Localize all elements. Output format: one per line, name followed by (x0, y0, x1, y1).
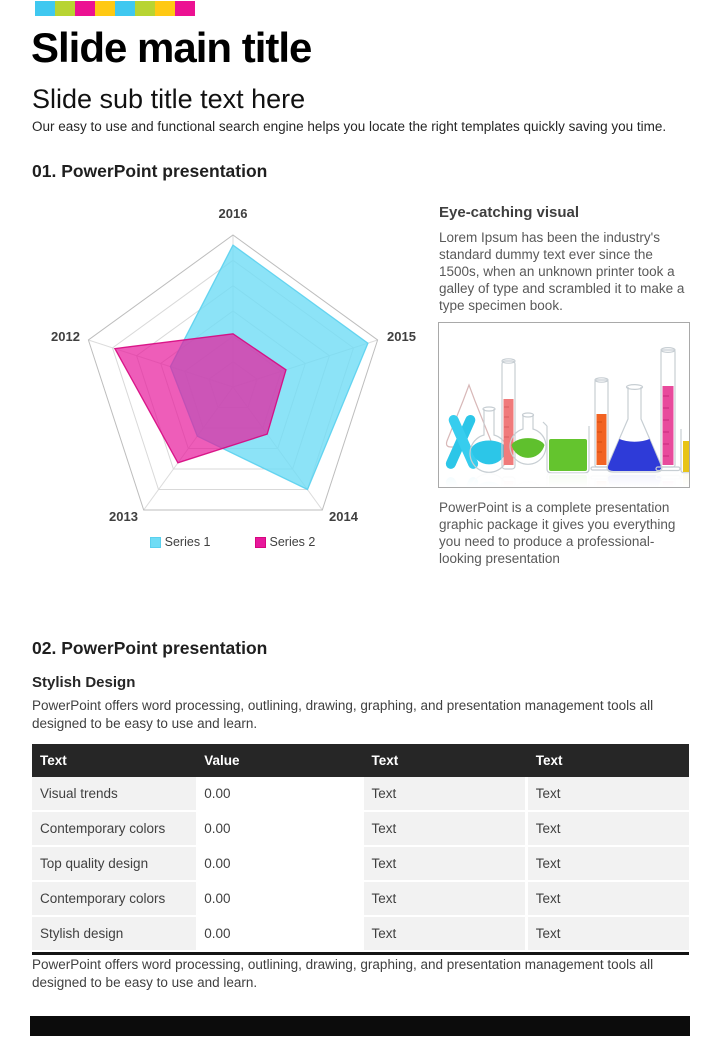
section1-heading: 01. PowerPoint presentation (32, 161, 268, 181)
legend-item-series2 (255, 535, 316, 549)
table-cell: 0.00 (196, 847, 360, 882)
table-header-cell: Text (361, 744, 525, 777)
intro-text: Our easy to use and functional search engine helps you locate the right templates quickly saving you time. (32, 119, 667, 134)
table-header-cell: Value (196, 744, 360, 777)
section2-paragraph-after: PowerPoint offers word processing, outlining, drawing, graphing, and presentation management tools all designed to be easy to use and learn. (32, 957, 654, 990)
table-header-cell: Text (32, 744, 196, 777)
stylish-design-heading: Stylish Design (32, 674, 136, 691)
table-row (32, 812, 689, 847)
table-header-cell: Text (525, 744, 689, 777)
section2-paragraph: PowerPoint offers word processing, outlining, drawing, graphing, and presentation management tools all designed to be easy to use and learn. (32, 698, 654, 731)
stripe-square (55, 1, 75, 16)
table-cell: 0.00 (196, 812, 360, 847)
legend-label-series2: Series 2 (269, 535, 316, 549)
table-cell: Text (525, 847, 689, 882)
lab-glassware-illustration (439, 323, 689, 487)
page-subtitle: Slide sub title text here (32, 84, 306, 114)
table-cell: Text (361, 812, 525, 847)
lorem-paragraph: Lorem Ipsum has been the industry's standard dummy text ever since the 1500s, when an unknown printer took a galley of type and scrambled it to make a type specimen book. (439, 230, 685, 313)
table-row (32, 847, 689, 882)
series1-swatch-icon (150, 537, 161, 548)
stripe-square (95, 1, 115, 16)
table-row (32, 882, 689, 917)
legend-label-series1: Series 1 (164, 535, 211, 549)
axis-label-2016: 2016 (218, 206, 248, 221)
radar-chart (40, 203, 425, 568)
table-cell: Visual trends (32, 777, 196, 812)
chart-legend (40, 535, 425, 549)
table-row (32, 917, 689, 952)
table-cell: Text (361, 882, 525, 917)
series2-swatch-icon (255, 537, 266, 548)
axis-label-2013: 2013 (109, 509, 138, 524)
table-row (32, 777, 689, 812)
section2-heading: 02. PowerPoint presentation (32, 638, 268, 658)
radar-chart-canvas (40, 203, 425, 533)
table-cell: Contemporary colors (32, 882, 196, 917)
color-stripe (35, 1, 195, 16)
table-cell: 0.00 (196, 777, 360, 812)
powerpoint-paragraph: PowerPoint is a complete presentation graphic package it gives you everything you need to produce a professional-looking presentation (439, 500, 676, 566)
lab-glassware-image (438, 322, 690, 488)
stripe-square (155, 1, 175, 16)
footer-bar (30, 1016, 690, 1036)
axis-label-2012: 2012 (51, 329, 80, 344)
table-cell: Text (361, 847, 525, 882)
table-cell: Text (525, 917, 689, 952)
table-header-row (32, 744, 689, 777)
table-cell: Text (525, 777, 689, 812)
stripe-square (175, 1, 195, 16)
axis-label-2014: 2014 (329, 509, 358, 524)
table-cell: Text (525, 882, 689, 917)
table-cell: Text (361, 777, 525, 812)
table-cell: Top quality design (32, 847, 196, 882)
table-cell: Text (361, 917, 525, 952)
comparison-table (32, 744, 689, 955)
stripe-square (75, 1, 95, 16)
stripe-square (115, 1, 135, 16)
stripe-square (35, 1, 55, 16)
table-cell: 0.00 (196, 882, 360, 917)
legend-item-series1 (150, 535, 211, 549)
table-cell: Contemporary colors (32, 812, 196, 847)
axis-label-2015: 2015 (387, 329, 416, 344)
table-cell: Text (525, 812, 689, 847)
page-title: Slide main title (31, 24, 312, 71)
eye-catching-heading: Eye-catching visual (439, 204, 580, 221)
table-cell: 0.00 (196, 917, 360, 952)
table-cell: Stylish design (32, 917, 196, 952)
stripe-square (135, 1, 155, 16)
comparison-table-body (32, 777, 689, 952)
